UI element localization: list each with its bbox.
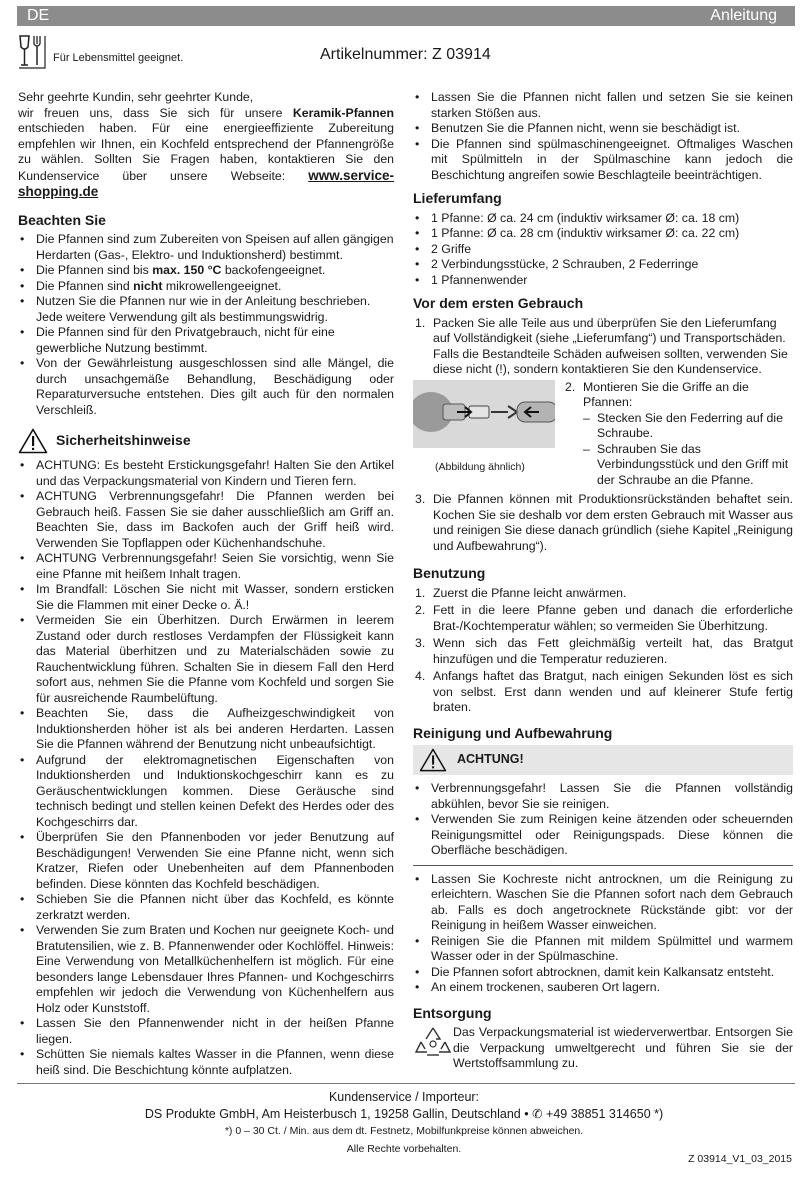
list-item: • Lassen Sie Kochreste nicht antrocknen, um die Reinigung zu erleichtern. Waschen Sie die Pfannen sofort nach dem Gebrauch ab. Falls es doch angetrocknete Rückstände gibt: vor der Reinigung in heißem Wasser einweichen.: [413, 872, 793, 934]
warning-label: ACHTUNG!: [457, 752, 524, 767]
list-item: • Die Pfannen sind nicht mikrowellengeeignet.: [18, 279, 394, 295]
list-item: • ACHTUNG Verbrennungsgefahr! Die Pfannen werden bei Gebrauch heiß. Fassen Sie sie daher ausschließlich am Griff an. Beachten Sie, dass im Backofen auch der Griff heiß wird. Verwenden Sie Topflappen oder Küchenhandschuhe.: [18, 489, 394, 551]
document-id: Z 03914_V1_03_2015: [688, 1153, 792, 1165]
list-item: • Von der Gewährleistung ausgeschlossen sind alle Mängel, die durch unsachgemäße Behandlung, Beschädigung oder Reparaturversuche entstehen. Dies gilt auch für den normalen Verschleiß.: [18, 356, 394, 418]
disposal-text: Das Verpackungsmaterial ist wiederverwertbar. Entsorgen Sie die Verpackung umweltgerecht und führen Sie sie der Wertstoffsammlung zu.: [453, 1025, 793, 1070]
glass-fork-icon: [18, 34, 46, 70]
list-item: • Lassen Sie die Pfannen nicht fallen und setzen Sie sie keinen starken Stößen aus.: [413, 90, 793, 121]
list-item: 3. Die Pfannen können mit Produktionsrückständen behaftet sein. Kochen Sie sie deshalb vor dem ersten Gebrauch mit Wasser aus und reinigen Sie diese danach gründlich (siehe Kapitel „Reinigung und Aufbewahrung“).: [415, 492, 793, 553]
salutation: Sehr geehrte Kundin, sehr geehrter Kunde,: [18, 90, 254, 104]
list-item: • ACHTUNG: Es besteht Erstickungsgefahr! Halten Sie den Artikel und das Verpackungsmaterial von Kindern und Tieren fern.: [18, 458, 394, 489]
list-item: 2. Montieren Sie die Griffe an die Pfannen: – Stecken Sie den Federring auf die Schraube. – Schrauben Sie das Verbindungsstück und den Griff mit der Schraube an die Pfanne.: [563, 380, 793, 489]
list-item: • Vermeiden Sie ein Überhitzen. Durch Erwärmen in leerem Zustand oder durch restloses Verdampfen der Flüssigkeit kann das Material überhitzen und zu Materialschäden sowie zu Rauchentwicklung führen. Schalten Sie in diesem Fall den Herd sofort aus, nehmen Sie die Pfanne vom Kochfeld und sorgen Sie für ausreichende Raumbelüftung.: [18, 613, 394, 706]
list-item: • Aufgrund der elektromagnetischen Eigenschaften von Induktionsherden und Induktionskochgeschirr kann es zu Geräuschentwicklungen kommen. Diese Geräusche sind technisch bedingt und stellen keinen Defekt des Herdes oder des Kochgeschirrs dar.: [18, 753, 394, 831]
footer-rights: Alle Rechte vorbehalten.: [346, 1143, 462, 1155]
safety-list: [18, 458, 394, 1078]
header-bar: [17, 6, 795, 26]
list-item: 3. Wenn sich das Fett gleichmäßig verteilt hat, das Bratgut hinzufügen und die Temperatur reduzieren.: [415, 636, 793, 666]
list-item: – Schrauben Sie das Verbindungsstück und den Griff mit der Schraube an die Pfanne.: [583, 442, 793, 489]
list-item: • Verwenden Sie zum Reinigen keine ätzenden oder scheuernden Reinigungsmittel oder Reinigungspads. Diese können die Oberfläche beschädigen.: [413, 812, 793, 859]
list-item: • Im Brandfall: Löschen Sie nicht mit Wasser, sondern ersticken Sie die Flammen mit einer Decke o. Ä.!: [18, 582, 394, 613]
list-item: 4. Anfangs haftet das Bratgut, nach einigen Sekunden löst es sich von selbst. Erst dann wenden und auf kleinerer Stufe fertig braten.: [415, 669, 793, 714]
list-item: • 1 Pfannenwender: [413, 273, 793, 289]
erster-gebrauch-list: [413, 316, 793, 378]
phone-icon: ✆: [532, 1107, 543, 1121]
list-item: • ACHTUNG Verbrennungsgefahr! Seien Sie vorsichtig, wenn Sie eine Pfanne mit heißem Inhalt tragen.: [18, 551, 394, 582]
warning-box: [413, 745, 793, 775]
handling-list: [413, 90, 793, 183]
reinigung-list: [413, 872, 793, 996]
assembly-step: [413, 380, 793, 491]
list-item: • 1 Pfanne: Ø ca. 28 cm (induktiv wirksamer Ø: ca. 22 cm): [413, 226, 793, 242]
language-code: DE: [27, 7, 50, 24]
list-item: • 2 Verbindungsstücke, 2 Schrauben, 2 Federringe: [413, 257, 793, 273]
list-item: • Überprüfen Sie den Pfannenboden vor jeder Benutzung auf Beschädigungen! Verwenden Sie eine Pfanne nicht, wenn sich Kratzer, Riefen oder Unebenheiten auf dem Pfannenboden befinden. Diese könnten das Kochfeld beschädigen.: [18, 830, 394, 892]
image-caption: (Abbildung ähnlich): [435, 461, 525, 473]
list-item: 1. Zuerst die Pfanne leicht anwärmen.: [415, 585, 627, 600]
beachten-list: [18, 232, 394, 418]
list-item: • Schieben Sie die Pfannen nicht über das Kochfeld, es könnte zerkratzt werden.: [18, 892, 394, 923]
doc-type: Anleitung: [710, 7, 777, 24]
list-item: • Nutzen Sie die Pfannen nur wie in der Anleitung beschrieben. Jede weitere Verwendung gilt als bestimmungswidrig.: [18, 294, 394, 325]
section-lieferumfang: Lieferumfang: [413, 190, 502, 206]
section-beachten: Beachten Sie: [18, 211, 106, 228]
footer-address: DS Produkte GmbH, Am Heisterbusch 1, 19258 Gallin, Deutschland • ✆ +49 38851 314650 *): [144, 1107, 664, 1121]
list-item: • 1 Pfanne: Ø ca. 24 cm (induktiv wirksamer Ø: ca. 18 cm): [413, 211, 793, 227]
recycle-icon: [413, 1025, 453, 1061]
disposal-note: [413, 1025, 793, 1072]
footer-service-label: Kundenservice / Importeur:: [328, 1090, 480, 1104]
list-item: • An einem trockenen, sauberen Ort lagern.: [413, 980, 793, 996]
safety-heading: Sicherheitshinweise: [18, 428, 394, 454]
left-column: [18, 90, 394, 1078]
list-item: • Benutzen Sie die Pfannen nicht, wenn sie beschädigt ist.: [413, 121, 793, 137]
list-item: • Die Pfannen sind spülmaschinengeeignet. Oftmaliges Waschen mit Spülmitteln in der Spülmaschine kann jedoch die Beschichtung angreifen sowie Beschlagteile beeinträchtigen.: [413, 137, 793, 184]
section-reinigung: Reinigung und Aufbewahrung: [413, 724, 613, 741]
right-column: [413, 90, 793, 1072]
reinigung-warn-list: [413, 781, 793, 859]
list-item: • Schütten Sie niemals kaltes Wasser in die Pfannen, wenn diese heiß sind. Die Beschichtung könnte aufplatzen.: [18, 1047, 394, 1078]
list-item: • Die Pfannen sind zum Zubereiten von Speisen auf allen gängigen Herdarten (Gas-, Elektro- und Induktionsherd) bestimmt.: [18, 232, 394, 263]
section-benutzung: Benutzung: [413, 565, 486, 581]
list-item: • Die Pfannen sind bis max. 150 °C backofengeeignet.: [18, 263, 394, 279]
warning-triangle-icon: [419, 748, 447, 772]
list-item: • Die Pfannen sofort abtrocknen, damit kein Kalkansatz entsteht.: [413, 965, 793, 981]
list-item: 2. Fett in die leere Pfanne geben und danach die erforderliche Brat-/Kochtemperatur wählen; so vermeiden Sie Überhitzung.: [415, 603, 793, 633]
list-item: • Verwenden Sie zum Braten und Kochen nur geeignete Koch- und Bratutensilien, wie z. B. Pfannenwender oder Kochlöffel. Hinweis: Eine Verwendung von Metallküchenhelfern ist möglich. Für eine besonders lange Lebensdauer Ihres Pfannen- und Kochgeschirrs empfehlen wir jedoch die Verwendung von Küchenhelfern aus Holz oder Kunststoff.: [18, 923, 394, 1016]
footer-note: *) 0 – 30 Ct. / Min. aus dem dt. Festnetz, Mobilfunkpreise können abweichen.: [224, 1125, 584, 1137]
food-safe-label: Für Lebensmittel geeignet.: [53, 52, 184, 64]
list-item: • Beachten Sie, dass die Aufheizgeschwindigkeit von Induktionsherden höher ist als bei anderen Herdarten. Lassen Sie die Pfannen während der Benutzung nicht unbeaufsichtigt.: [18, 706, 394, 753]
benutzung-list: [413, 586, 793, 716]
handle-assembly-image: [413, 380, 555, 448]
section-entsorgung: Entsorgung: [413, 1004, 492, 1021]
footer-divider: [17, 1083, 795, 1084]
intro-text: wir freuen uns, dass Sie sich für unsere Keramik-Pfannen entschieden haben. Für eine energieeffiziente Zubereitung empfehlen wir Ihnen, ein Kochfeld entsprechend der Pfannengröße zu wählen. Sollten Sie Fragen haben, kontaktieren Sie den Kundenservice über unsere Webseite: www.service-shopping.de: [18, 105, 394, 199]
list-item: • Lassen Sie den Pfannenwender nicht in der heißen Pfanne liegen.: [18, 1016, 394, 1047]
divider: [413, 865, 793, 866]
list-item: – Stecken Sie den Federring auf die Schraube.: [583, 411, 793, 442]
list-item: • Verbrennungsgefahr! Lassen Sie die Pfannen vollständig abkühlen, bevor Sie sie reinigen.: [413, 781, 793, 812]
warning-triangle-icon: [18, 428, 48, 454]
list-item: • Reinigen Sie die Pfannen mit mildem Spülmittel und warmem Wasser oder in der Spülmaschine.: [413, 934, 793, 965]
list-item: • Die Pfannen sind für den Privatgebrauch, nicht für eine gewerbliche Nutzung bestimmt.: [18, 325, 394, 356]
list-item: • 2 Griffe: [413, 242, 793, 258]
service-url-link[interactable]: www.service-shopping.de: [18, 167, 394, 199]
article-number: Artikelnummer: Z 03914: [320, 46, 491, 63]
list-item: 1. Packen Sie alle Teile aus und überprüfen Sie den Lieferumfang auf Vollständigkeit (siehe „Lieferumfang“) und Transportschäden. Falls die Bestandteile Schäden aufweisen sollten, verwenden Sie diese nicht (!), sondern kontaktieren Sie den Kundenservice.: [415, 315, 788, 376]
section-erster-gebrauch: Vor dem ersten Gebrauch: [413, 295, 584, 311]
lieferumfang-list: [413, 211, 793, 289]
